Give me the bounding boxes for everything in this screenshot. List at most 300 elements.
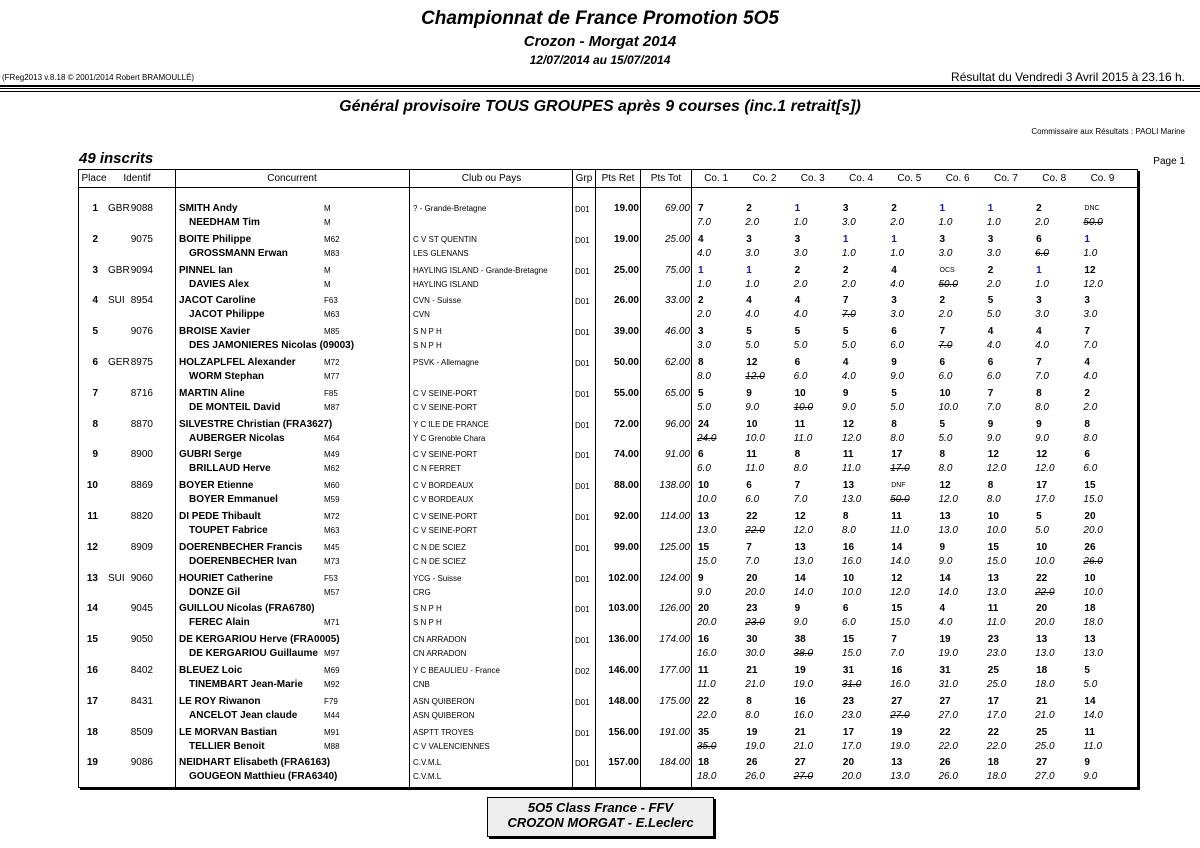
group-cell: D02 [575, 667, 590, 676]
race-points-cell: 6.0 [841, 617, 856, 629]
race-points-cell: 8.0 [1035, 401, 1049, 413]
race-points-cell: 8.0 [841, 525, 856, 536]
race-rank-cell: 19 [891, 726, 903, 738]
group-cell: D01 [575, 543, 590, 553]
place-cell: 10 [86, 480, 98, 492]
race-points-cell: 8.0 [793, 463, 808, 475]
club-line-2: CRG [413, 587, 431, 597]
race-points-cell: 7.0 [1083, 340, 1098, 352]
race-rank-cell: OCS [939, 266, 955, 274]
race-points-cell: 14.0 [938, 586, 958, 598]
nation-cell: SUI [108, 295, 125, 307]
race-rank-cell: 16 [698, 634, 710, 646]
race-rank-cell: 11 [842, 449, 854, 461]
race-rank-cell: 9 [842, 387, 849, 399]
club-line-1: S N P H [413, 604, 442, 614]
club-line-1: ? - Grande-Bretagne [413, 204, 487, 213]
race-rank-cell: 13 [1084, 634, 1096, 646]
col-header-race-6: Co. 6 [945, 173, 970, 184]
race-rank-cell: 7 [746, 541, 752, 553]
race-rank-cell: 7 [987, 387, 994, 399]
col-divider [175, 170, 176, 787]
race-points-cell: 13.0 [841, 494, 862, 506]
race-points-cell: 2.0 [1083, 401, 1098, 413]
col-header-race-3: Co. 3 [800, 173, 825, 184]
race-rank-cell: 23 [746, 603, 758, 615]
race-points-cell: 14.0 [1083, 709, 1103, 721]
race-rank-cell: 3 [939, 233, 946, 245]
crew-category: M [324, 218, 331, 227]
race-points-cell: 13.0 [793, 555, 814, 567]
race-points-cell: 15.0 [841, 648, 862, 660]
race-rank-cell: 5 [794, 326, 801, 338]
race-points-cell: 3.0 [1035, 309, 1049, 321]
helm-name: DI PEDE Thibault [179, 511, 261, 522]
race-rank-cell: 15 [987, 541, 999, 553]
place-cell: 18 [86, 726, 98, 738]
points-total: 62.00 [664, 357, 690, 368]
race-rank-cell: 5 [698, 387, 704, 399]
table-header-row [79, 170, 1137, 188]
race-rank-cell: 8 [939, 449, 946, 461]
crew-name: DONZE Gil [189, 586, 241, 598]
race-points-cell: 2.0 [986, 278, 1001, 290]
points-retained: 157.00 [608, 757, 639, 769]
race-rank-cell: 5 [746, 326, 752, 338]
race-points-cell: 7.0 [938, 340, 953, 352]
race-points-cell: 1.0 [1035, 278, 1049, 290]
race-rank-cell: 6 [1036, 233, 1042, 245]
place-cell: 2 [92, 233, 98, 245]
place-cell: 11 [87, 511, 98, 522]
race-rank-cell: 1 [842, 233, 849, 245]
race-rank-cell: 12 [1084, 264, 1096, 276]
club-line-1: CN ARRADON [413, 635, 467, 645]
race-rank-cell: 22 [1036, 572, 1048, 584]
race-points-cell: 1.0 [697, 278, 711, 290]
race-points-cell: 19.0 [745, 740, 765, 752]
race-rank-cell: 3 [1084, 295, 1090, 307]
race-rank-cell: 17 [842, 726, 855, 738]
crew-name: FEREC Alain [189, 617, 250, 629]
race-points-cell: 4.0 [1083, 371, 1098, 382]
race-rank-cell: 3 [698, 326, 704, 338]
points-retained: 19.00 [613, 203, 639, 214]
club-line-2: C V SEINE-PORT [413, 402, 478, 412]
race-rank-cell: 11 [698, 665, 709, 676]
race-rank-cell: 6 [939, 357, 946, 368]
race-points-cell: 3.0 [890, 309, 905, 321]
race-rank-cell: 9 [987, 418, 994, 430]
race-rank-cell: 6 [746, 480, 752, 492]
club-line-2: CNB [413, 680, 430, 689]
race-rank-cell: 17 [987, 695, 999, 707]
race-rank-cell: 7 [1036, 357, 1042, 368]
race-points-cell: 23.0 [841, 709, 862, 721]
footer-line-2: CROZON MORGAT - E.Leclerc [507, 815, 694, 830]
race-rank-cell: 10 [698, 480, 710, 492]
race-points-cell: 3.0 [793, 247, 808, 259]
helm-category: F63 [324, 296, 338, 306]
race-rank-cell: 2 [939, 295, 946, 307]
race-points-cell: 6.0 [1083, 463, 1098, 475]
group-cell: D01 [575, 235, 590, 245]
helm-name: HOURIET Catherine [179, 572, 273, 584]
race-rank-cell: 22 [746, 511, 758, 522]
race-points-cell: 16.0 [697, 648, 717, 660]
race-rank-cell: 25 [987, 665, 999, 676]
crew-category: M97 [324, 649, 340, 659]
race-rank-cell: 8 [746, 695, 752, 707]
place-cell: 15 [86, 634, 98, 646]
race-rank-cell: 16 [842, 541, 855, 553]
helm-name: LE MORVAN Bastian [179, 726, 277, 738]
race-rank-cell: 2 [842, 264, 849, 276]
col-divider [595, 170, 596, 787]
race-points-cell: 1.0 [986, 217, 1001, 228]
helm-name: SMITH Andy [179, 203, 238, 214]
race-points-cell: 9.0 [697, 586, 711, 598]
race-rank-cell: 18 [1036, 665, 1048, 676]
race-points-cell: 8.0 [745, 709, 760, 721]
crew-category: M62 [324, 464, 340, 474]
crew-name: BRILLAUD Herve [189, 463, 271, 475]
helm-name: BROISE Xavier [179, 326, 251, 338]
points-retained: 50.00 [613, 357, 639, 368]
helm-category: M72 [324, 512, 340, 521]
points-total: 75.00 [664, 264, 690, 276]
race-rank-cell: 9 [1084, 757, 1090, 769]
race-points-cell: 6.0 [745, 494, 760, 506]
points-retained: 55.00 [613, 387, 639, 399]
crew-category: M71 [324, 618, 340, 628]
race-rank-cell: 12 [746, 357, 758, 368]
place-cell: 7 [92, 387, 98, 399]
race-rank-cell: 9 [794, 603, 801, 615]
race-rank-cell: 13 [794, 541, 806, 553]
race-rank-cell: 31 [939, 665, 951, 676]
race-rank-cell: 6 [987, 357, 994, 368]
race-rank-cell: 7 [842, 295, 849, 307]
race-rank-cell: 13 [698, 511, 710, 522]
race-points-cell: 20.0 [745, 586, 765, 598]
commissaire: Commissaire aux Résultats : PAOLI Marine [1031, 127, 1185, 136]
race-rank-cell: 8 [842, 511, 849, 522]
race-rank-cell: 4 [939, 603, 946, 615]
race-rank-cell: 9 [891, 357, 897, 368]
helm-name: SILVESTRE Christian (FRA3627) [179, 418, 333, 430]
header-rule-thin [0, 91, 1200, 92]
group-cell: D01 [575, 451, 590, 461]
crew-category: M92 [324, 680, 340, 689]
race-points-cell: 5.0 [697, 401, 711, 413]
race-rank-cell: 17 [891, 449, 903, 461]
race-points-cell: 24.0 [697, 432, 717, 444]
club-line-2: S N P H [413, 618, 442, 628]
race-rank-cell: 12 [842, 418, 855, 430]
points-retained: 146.00 [608, 665, 639, 676]
nation-cell: GBR [108, 264, 130, 276]
club-line-1: CVN - Suisse [413, 296, 462, 306]
col-header-race-9: Co. 9 [1090, 173, 1115, 184]
race-points-cell: 20.0 [697, 617, 717, 629]
race-rank-cell: 10 [987, 511, 999, 522]
col-header-club: Club ou Pays [461, 173, 522, 184]
race-points-cell: 12.0 [1035, 463, 1055, 475]
race-points-cell: 4.0 [841, 371, 856, 382]
race-rank-cell: 9 [698, 572, 704, 584]
race-rank-cell: 4 [1036, 326, 1042, 338]
race-points-cell: 3.0 [841, 217, 856, 228]
race-points-cell: 5.0 [793, 340, 808, 352]
race-points-cell: 7.0 [793, 494, 808, 506]
race-rank-cell: 22 [939, 726, 951, 738]
race-points-cell: 13.0 [1035, 648, 1055, 660]
helm-name: HOLZAPLFEL Alexander [179, 357, 296, 368]
race-points-cell: 26.0 [938, 771, 958, 783]
points-total: 126.00 [659, 603, 690, 615]
race-points-cell: 11.0 [793, 432, 813, 444]
place-cell: 3 [92, 264, 98, 276]
race-points-cell: 13.0 [697, 525, 717, 536]
race-points-cell: 23.0 [745, 617, 765, 629]
club-line-2: C N FERRET [413, 464, 461, 474]
race-rank-cell: 22 [698, 695, 710, 707]
points-total: 25.00 [664, 233, 690, 245]
race-points-cell: 22.0 [986, 740, 1007, 752]
group-cell: D01 [575, 266, 590, 276]
club-line-2: C N DE SCIEZ [413, 556, 466, 566]
helm-category: M49 [324, 450, 340, 460]
race-points-cell: 4.0 [1035, 340, 1049, 352]
club-line-1: C N DE SCIEZ [413, 542, 466, 552]
race-rank-cell: 14 [939, 572, 951, 584]
race-rank-cell: 7 [698, 203, 704, 214]
race-rank-cell: 3 [794, 233, 801, 245]
race-points-cell: 11.0 [1083, 740, 1103, 752]
race-rank-cell: 18 [987, 757, 999, 769]
race-rank-cell: DNF [891, 482, 906, 490]
col-header-concurrent: Concurrent [267, 173, 317, 184]
race-rank-cell: 15 [698, 541, 710, 553]
club-line-1: C V SEINE-PORT [413, 450, 478, 460]
group-cell: D01 [575, 389, 590, 399]
race-rank-cell: 13 [987, 572, 999, 584]
helm-category: M60 [324, 481, 340, 491]
race-points-cell: 9.0 [745, 401, 760, 413]
race-points-cell: 15.0 [890, 617, 910, 629]
header-rule [0, 85, 1200, 89]
page-title: Championnat de France Promotion 5O5 [421, 8, 779, 29]
race-points-cell: 16.0 [841, 555, 862, 567]
crew-name: JACOT Philippe [189, 309, 265, 321]
col-header-race-1: Co. 1 [704, 173, 729, 184]
group-cell: D01 [575, 697, 590, 707]
helm-category: M85 [324, 327, 340, 337]
race-points-cell: 22.0 [745, 525, 765, 536]
race-points-cell: 1.0 [745, 278, 760, 290]
race-rank-cell: 12 [891, 572, 903, 584]
club-line-1: Y C ILE DE FRANCE [413, 419, 489, 429]
crew-name: DES JAMONIERES Nicolas (09003) [189, 340, 355, 352]
race-points-cell: 18.0 [986, 771, 1007, 783]
race-points-cell: 3.0 [1083, 309, 1098, 321]
crew-name: TINEMBART Jean-Marie [189, 679, 303, 690]
race-rank-cell: 4 [1084, 357, 1090, 368]
helm-name: BOITE Philippe [179, 233, 252, 245]
club-line-1: C V ST QUENTIN [413, 234, 477, 244]
race-points-cell: 1.0 [841, 247, 856, 259]
points-retained: 25.00 [613, 264, 639, 276]
race-points-cell: 12.0 [890, 586, 910, 598]
race-points-cell: 9.0 [986, 432, 1001, 444]
helm-category: F79 [324, 696, 338, 706]
group-cell: D01 [575, 297, 590, 307]
race-rank-cell: 6 [698, 449, 704, 461]
group-cell: D01 [575, 359, 590, 368]
race-points-cell: 26.0 [745, 771, 765, 783]
crew-category: M57 [324, 587, 340, 597]
race-points-cell: 11.0 [697, 679, 716, 690]
race-points-cell: 7.0 [986, 401, 1001, 413]
race-points-cell: 6.0 [986, 371, 1001, 382]
race-points-cell: 18.0 [1035, 679, 1055, 690]
race-rank-cell: 9 [939, 541, 946, 553]
race-rank-cell: 4 [698, 233, 704, 245]
race-points-cell: 22.0 [938, 740, 958, 752]
race-points-cell: 2.0 [938, 309, 953, 321]
helm-category: F53 [324, 573, 338, 583]
sail-number-cell: 9060 [130, 572, 153, 584]
group-cell: D01 [575, 328, 590, 338]
crew-name: NEEDHAM Tim [189, 217, 260, 228]
points-retained: 88.00 [613, 480, 639, 492]
race-points-cell: 10.0 [1083, 586, 1103, 598]
race-rank-cell: 5 [1036, 511, 1042, 522]
race-rank-cell: 24 [698, 418, 710, 430]
race-points-cell: 15.0 [1083, 494, 1103, 506]
club-line-2: S N P H [413, 341, 442, 351]
race-points-cell: 15.0 [986, 555, 1007, 567]
col-header-place: Place [81, 173, 107, 184]
club-line-1: Y C BEAULIEU - France [413, 666, 500, 675]
results-table [78, 169, 1138, 788]
sail-number-cell: 9050 [130, 634, 153, 646]
place-cell: 13 [86, 572, 98, 584]
points-retained: 136.00 [608, 634, 639, 646]
race-rank-cell: 8 [1084, 418, 1090, 430]
race-rank-cell: 17 [1036, 480, 1048, 492]
club-line-2: LES GLENANS [413, 248, 469, 258]
race-points-cell: 10.0 [697, 494, 717, 506]
race-rank-cell: 13 [1036, 634, 1048, 646]
helm-category: M69 [324, 666, 340, 675]
helm-name: DE KERGARIOU Herve (FRA0005) [179, 634, 340, 646]
race-points-cell: 8.0 [938, 463, 953, 475]
col-header-race-2: Co. 2 [752, 173, 777, 184]
race-rank-cell: 26 [1084, 541, 1096, 553]
sail-number-cell: 9075 [130, 233, 153, 245]
crew-name: DE MONTEIL David [189, 401, 281, 413]
race-rank-cell: 21 [794, 726, 806, 738]
race-rank-cell: 14 [794, 572, 806, 584]
crew-category: M64 [324, 433, 340, 443]
race-points-cell: 6.0 [697, 463, 711, 475]
race-points-cell: 7.0 [1035, 371, 1049, 382]
result-date: Résultat du Vendredi 3 Avril 2015 à 23.16 h. [951, 70, 1185, 84]
race-points-cell: 6.0 [890, 340, 905, 352]
sail-number-cell: 9088 [130, 203, 153, 214]
race-points-cell: 4.0 [890, 278, 905, 290]
race-rank-cell: 6 [794, 357, 801, 368]
race-points-cell: 12.0 [986, 463, 1007, 475]
race-points-cell: 12.0 [745, 371, 765, 382]
points-total: 69.00 [664, 203, 690, 214]
club-line-1: C V SEINE-PORT [413, 512, 478, 521]
race-points-cell: 18.0 [1083, 617, 1103, 629]
race-points-cell: 4.0 [938, 617, 953, 629]
race-rank-cell: DNC [1084, 205, 1100, 212]
race-points-cell: 21.0 [745, 679, 765, 690]
nation-cell: GER [108, 357, 130, 368]
race-points-cell: 12.0 [1083, 278, 1103, 290]
points-retained: 103.00 [608, 603, 639, 615]
race-points-cell: 2.0 [841, 278, 856, 290]
race-rank-cell: 2 [746, 203, 752, 214]
col-header-race-4: Co. 4 [849, 173, 873, 184]
race-points-cell: 35.0 [697, 740, 717, 752]
crew-category: M44 [324, 710, 340, 720]
race-rank-cell: 26 [746, 757, 758, 769]
group-cell: D01 [575, 636, 590, 646]
race-points-cell: 17.0 [986, 709, 1007, 721]
race-points-cell: 10.0 [793, 401, 814, 413]
race-points-cell: 5.0 [841, 340, 856, 352]
race-points-cell: 5.0 [986, 309, 1001, 321]
col-header-pts-tot: Pts Tot [650, 173, 682, 184]
crew-name: DOERENBECHER Ivan [189, 555, 297, 567]
crew-name: GOUGEON Matthieu (FRA6340) [189, 771, 338, 783]
race-points-cell: 10.0 [745, 432, 765, 444]
race-rank-cell: 5 [891, 387, 897, 399]
race-points-cell: 11.0 [890, 525, 909, 536]
points-retained: 148.00 [608, 695, 639, 707]
club-line-2: Y C Grenoble Chara [413, 433, 486, 443]
nation-cell: SUI [108, 572, 125, 584]
crew-name: WORM Stephan [189, 371, 264, 382]
race-points-cell: 19.0 [793, 679, 814, 690]
race-rank-cell: 12 [939, 480, 951, 492]
race-points-cell: 8.0 [1083, 432, 1098, 444]
race-rank-cell: 1 [1036, 264, 1042, 276]
helm-category: M72 [324, 358, 340, 367]
col-divider [640, 170, 641, 787]
col-header-pts-ret: Pts Ret [601, 173, 635, 184]
race-rank-cell: 16 [891, 665, 903, 676]
race-rank-cell: 19 [939, 634, 951, 646]
helm-category: M [324, 265, 331, 275]
points-total: 65.00 [664, 387, 690, 399]
helm-name: JACOT Caroline [179, 295, 256, 307]
race-rank-cell: 1 [1084, 233, 1090, 245]
points-retained: 74.00 [613, 449, 639, 461]
race-rank-cell: 7 [891, 634, 897, 646]
race-rank-cell: 10 [746, 418, 758, 430]
race-points-cell: 23.0 [986, 648, 1007, 660]
race-rank-cell: 31 [842, 665, 855, 676]
sail-number-cell: 8402 [130, 665, 153, 676]
race-rank-cell: 23 [842, 695, 855, 707]
